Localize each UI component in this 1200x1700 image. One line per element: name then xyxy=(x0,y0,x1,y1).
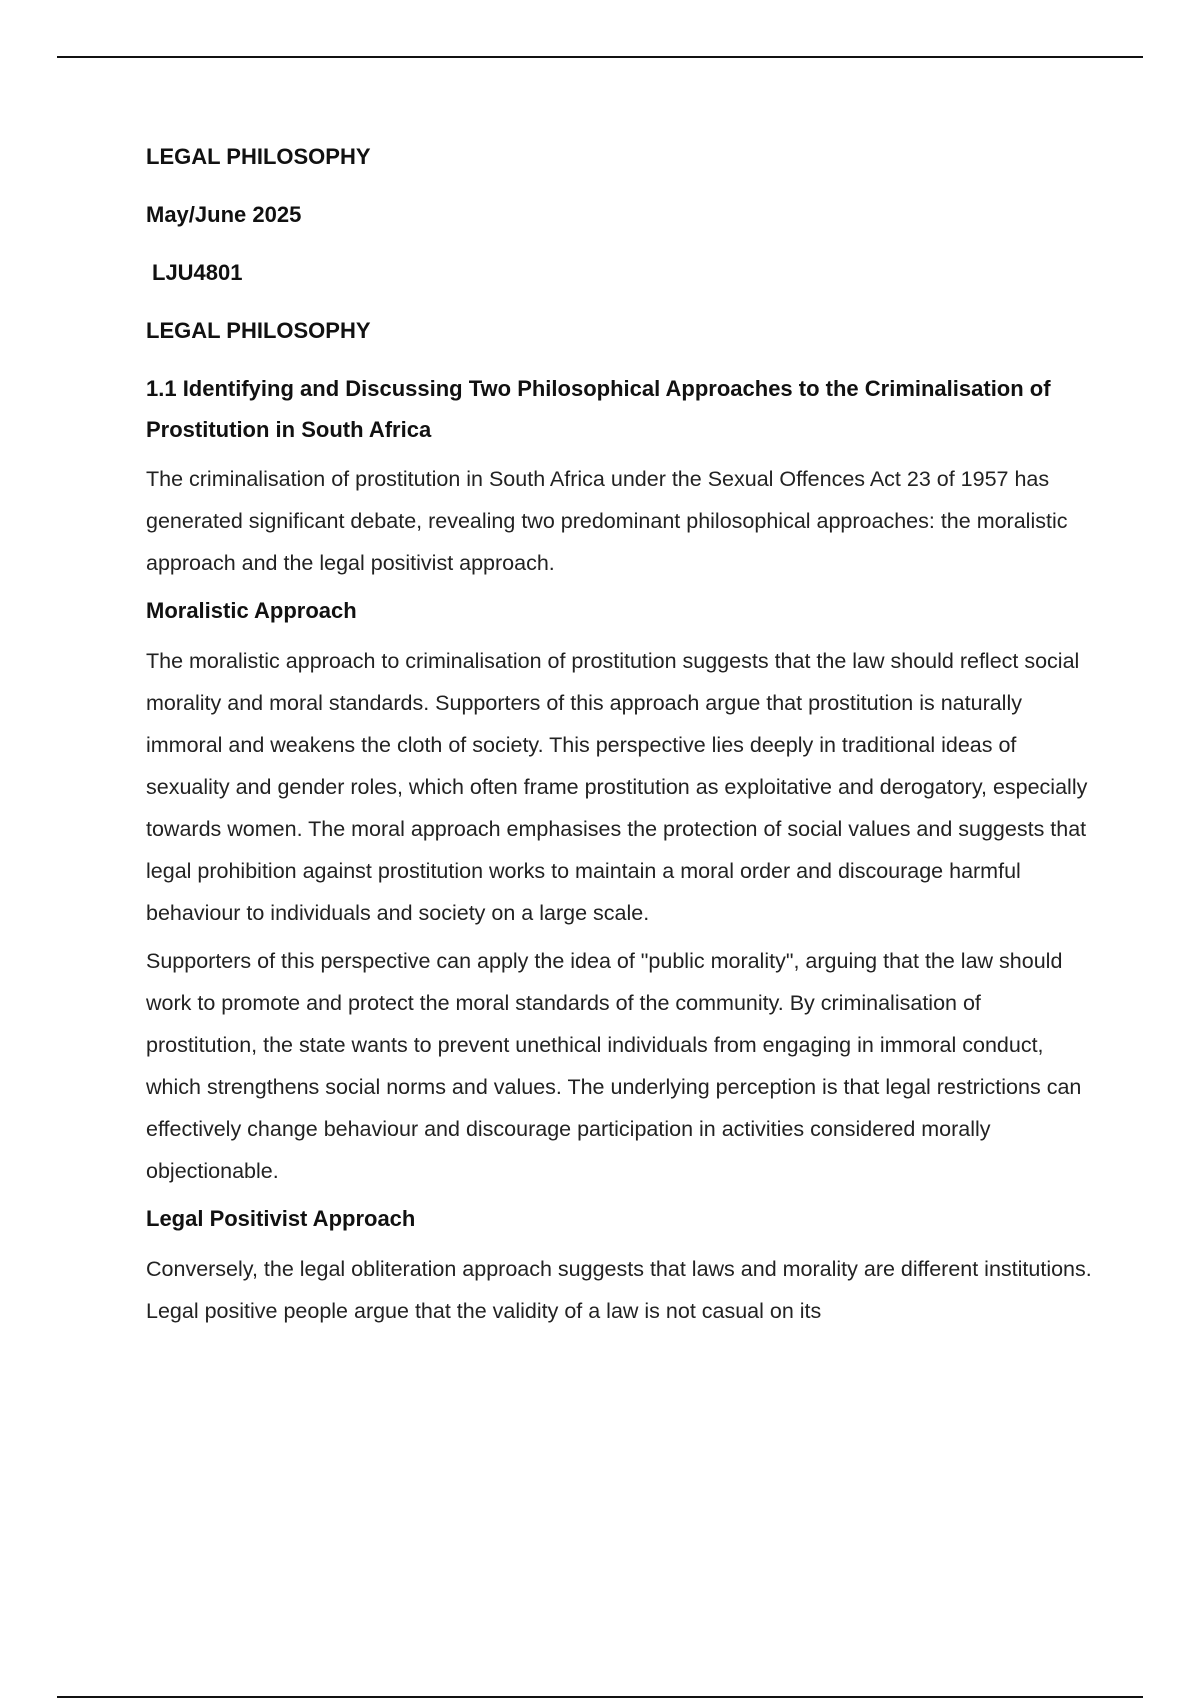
moralistic-heading: Moralistic Approach xyxy=(146,598,357,623)
positivist-paragraph-1: Conversely, the legal obliteration approach suggests that laws and morality are different institutions. Legal positive people argue that the validity of a law is not casual on its xyxy=(146,1257,1092,1323)
course-title-repeat: LEGAL PHILOSOPHY xyxy=(146,318,371,343)
page-top-rule xyxy=(57,56,1143,58)
moralistic-paragraph-1: The moralistic approach to criminalisation of prostitution suggests that the law should reflect social morality and moral standards. Supporters of this approach argue that prostitution is naturally immoral and weakens the cloth of society. This perspective lies deeply in traditional ideas of sexuality and gender roles, which often frame prostitution as exploitative and derogatory, especially towards women. The moral approach emphasises the protection of social values and suggests that legal prohibition against prostitution works to maintain a moral order and discourage harmful behaviour to individuals and society on a large scale. xyxy=(146,649,1088,925)
course-code: LJU4801 xyxy=(152,260,243,285)
page-bottom-rule xyxy=(57,1696,1143,1698)
course-title: LEGAL PHILOSOPHY xyxy=(146,144,371,169)
moralistic-paragraph-2: Supporters of this perspective can apply the idea of "public morality", arguing that the law should work to promote and protect the moral standards of the community. By criminalisation of prostitution, the state wants to prevent unethical individuals from engaging in immoral conduct, which strengthens social norms and values. The underlying perception is that legal restrictions can effectively change behaviour and discourage participation in activities considered morally objectionable. xyxy=(146,949,1082,1183)
section-heading: 1.1 Identifying and Discussing Two Philosophical Approaches to the Criminalisation of Prostitution in South Africa xyxy=(146,376,1051,442)
exam-period: May/June 2025 xyxy=(146,202,302,227)
positivist-heading: Legal Positivist Approach xyxy=(146,1206,416,1231)
document-body xyxy=(146,142,1096,1344)
intro-paragraph: The criminalisation of prostitution in South Africa under the Sexual Offences Act 23 of 1957 has generated significant debate, revealing two predominant philosophical approaches: the moralistic approach and the legal positivist approach. xyxy=(146,467,1068,575)
